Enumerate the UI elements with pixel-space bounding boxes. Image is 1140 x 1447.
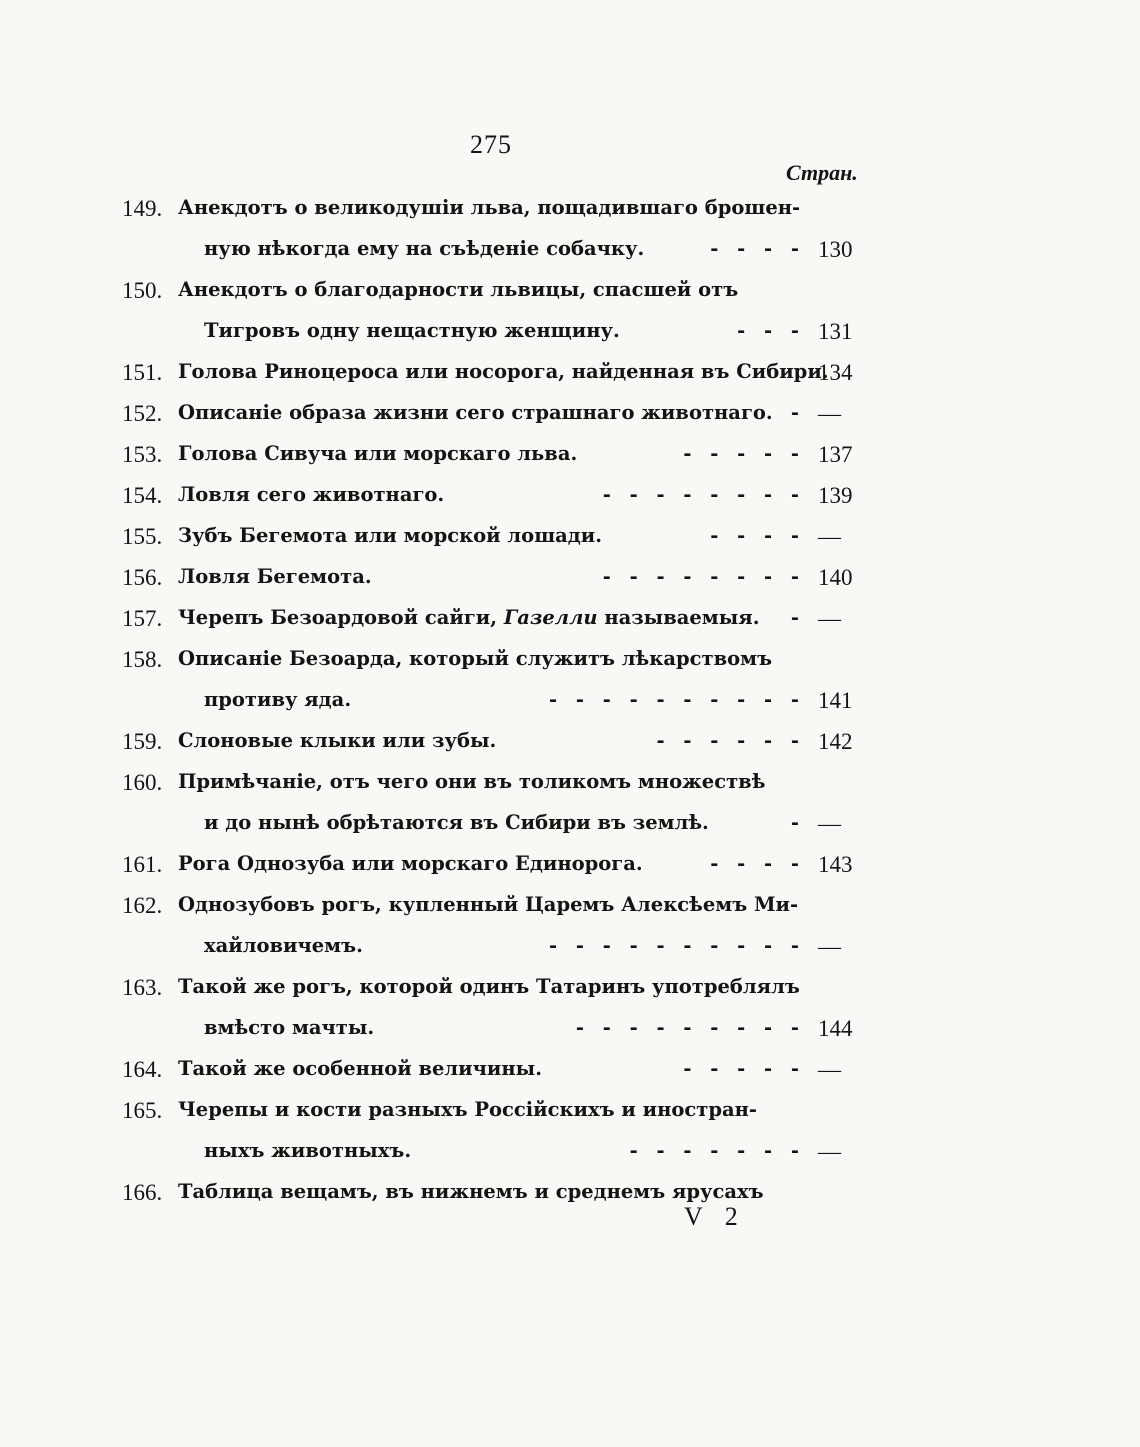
entry-page: — bbox=[818, 524, 841, 549]
entry-number: 155. bbox=[122, 524, 163, 549]
toc-line bbox=[0, 557, 1140, 598]
entry-title: Такой же особенной величины. bbox=[178, 1057, 542, 1080]
entry-number: 166. bbox=[122, 1180, 163, 1205]
entry-page: 141 bbox=[818, 688, 853, 713]
toc-line bbox=[0, 516, 1140, 557]
entry-number: 165. bbox=[122, 1098, 163, 1123]
entry-page: 143 bbox=[818, 852, 853, 877]
toc-line bbox=[0, 1049, 1140, 1090]
toc-line bbox=[0, 885, 1140, 926]
entry-page: — bbox=[818, 811, 841, 836]
toc-line bbox=[0, 926, 1140, 967]
entry-title-continuation: ныхъ животныхъ. bbox=[204, 1139, 412, 1162]
entry-title bbox=[178, 606, 760, 629]
leader-dots: - bbox=[790, 401, 805, 424]
entry-title-part: Черепъ Безоардовой сайги, bbox=[178, 606, 504, 629]
entry-number: 164. bbox=[122, 1057, 163, 1082]
entry-number: 156. bbox=[122, 565, 163, 590]
entry-title-italic: Газелли bbox=[503, 606, 598, 629]
entry-page: 131 bbox=[818, 319, 853, 344]
signature-mark: V 2 bbox=[684, 1202, 746, 1231]
entry-title: Зубъ Бегемота или морской лошади. bbox=[178, 524, 603, 547]
entry-title-continuation: Тигровъ одну нещастную женщину. bbox=[204, 319, 620, 342]
leader-dots: - - - - - bbox=[683, 442, 805, 465]
leader-dots: - - - - - bbox=[683, 1057, 805, 1080]
entry-page: — bbox=[818, 401, 841, 426]
entry-title: Таблица вещамъ, въ нижнемъ и среднемъ ярусахъ bbox=[178, 1180, 764, 1203]
entry-title: Примѣчаніе, отъ чего они въ толикомъ множествѣ bbox=[178, 770, 766, 793]
entry-title: Слоновые клыки или зубы. bbox=[178, 729, 497, 752]
entry-number: 162. bbox=[122, 893, 163, 918]
leader-dots: - - - - - - - - bbox=[602, 483, 805, 506]
entry-title: Ловля Бегемота. bbox=[178, 565, 372, 588]
leader-dots: - - - - bbox=[710, 852, 805, 875]
entry-page: 130 bbox=[818, 237, 853, 262]
entry-number: 151. bbox=[122, 360, 163, 385]
page-number: 275 bbox=[470, 130, 512, 159]
entry-page: — bbox=[818, 1057, 841, 1082]
entry-title-continuation: и до нынѣ обрѣтаются въ Сибири въ землѣ. bbox=[204, 811, 709, 834]
entry-title-continuation: хайловичемъ. bbox=[204, 934, 363, 957]
entry-title: Такой же рогъ, которой одинъ Татаринъ употреблялъ bbox=[178, 975, 800, 998]
entry-number: 163. bbox=[122, 975, 163, 1000]
entry-number: 152. bbox=[122, 401, 163, 426]
toc-line bbox=[0, 393, 1140, 434]
entry-number: 150. bbox=[122, 278, 163, 303]
entry-number: 157. bbox=[122, 606, 163, 631]
toc-line bbox=[0, 270, 1140, 311]
toc-line bbox=[0, 1131, 1140, 1172]
leader-dots: - - - - bbox=[710, 237, 805, 260]
toc-line bbox=[0, 1090, 1140, 1131]
entry-number: 160. bbox=[122, 770, 163, 795]
toc-line bbox=[0, 1008, 1140, 1049]
entry-title: Анекдотъ о великодушіи льва, пощадившаго брошен- bbox=[178, 196, 801, 219]
column-header-pages: Стран. bbox=[786, 160, 858, 185]
table-of-contents bbox=[0, 188, 1140, 1213]
leader-dots: - - - - - - - - - - bbox=[548, 934, 805, 957]
entry-title: Голова Риноцероса или носорога, найденная въ Сибири. bbox=[178, 360, 829, 383]
entry-title-part: называемыя. bbox=[597, 606, 760, 629]
toc-line bbox=[0, 762, 1140, 803]
toc-line bbox=[0, 434, 1140, 475]
entry-title: Анекдотъ о благодарности львицы, спасшей отъ bbox=[178, 278, 739, 301]
entry-title: Ловля сего животнаго. bbox=[178, 483, 445, 506]
leader-dots: - bbox=[790, 606, 805, 629]
entry-number: 161. bbox=[122, 852, 163, 877]
leader-dots: - - - - - - - - bbox=[602, 565, 805, 588]
entry-title: Рога Однозуба или морскаго Единорога. bbox=[178, 852, 643, 875]
entry-page: 142 bbox=[818, 729, 853, 754]
entry-title-continuation: вмѣсто мачты. bbox=[204, 1016, 375, 1039]
entry-page: — bbox=[818, 606, 841, 631]
leader-dots: - - - - - - - - - bbox=[575, 1016, 805, 1039]
entry-number: 154. bbox=[122, 483, 163, 508]
toc-line bbox=[0, 311, 1140, 352]
entry-number: 159. bbox=[122, 729, 163, 754]
toc-line bbox=[0, 475, 1140, 516]
entry-page: 144 bbox=[818, 1016, 853, 1041]
leader-dots: - - - - - - - - - - bbox=[548, 688, 805, 711]
entry-title-continuation: противу яда. bbox=[204, 688, 352, 711]
leader-dots: - - - - - - - bbox=[629, 1139, 805, 1162]
entry-number: 149. bbox=[122, 196, 163, 221]
toc-line bbox=[0, 1172, 1140, 1213]
entry-page: 140 bbox=[818, 565, 853, 590]
toc-line bbox=[0, 229, 1140, 270]
entry-title-continuation: ную нѣкогда ему на съѣденіе собачку. bbox=[204, 237, 645, 260]
toc-line bbox=[0, 352, 1140, 393]
toc-line bbox=[0, 967, 1140, 1008]
toc-line bbox=[0, 803, 1140, 844]
entry-title: Черепы и кости разныхъ Россійскихъ и иностран- bbox=[178, 1098, 757, 1121]
entry-page: 137 bbox=[818, 442, 853, 467]
entry-number: 153. bbox=[122, 442, 163, 467]
toc-line bbox=[0, 680, 1140, 721]
entry-page: 134 bbox=[818, 360, 853, 385]
toc-line bbox=[0, 721, 1140, 762]
toc-line bbox=[0, 188, 1140, 229]
entry-number: 158. bbox=[122, 647, 163, 672]
entry-title: Описаніе образа жизни сего страшнаго животнаго. bbox=[178, 401, 773, 424]
entry-title: Описаніе Безоарда, который служитъ лѣкарствомъ bbox=[178, 647, 773, 670]
toc-line bbox=[0, 598, 1140, 639]
entry-title: Голова Сивуча или морскаго льва. bbox=[178, 442, 578, 465]
entry-page: — bbox=[818, 934, 841, 959]
leader-dots: - - - bbox=[737, 319, 805, 342]
toc-line bbox=[0, 639, 1140, 680]
entry-title: Однозубовъ рогъ, купленный Царемъ Алексѣемъ Ми- bbox=[178, 893, 799, 916]
leader-dots: - bbox=[790, 811, 805, 834]
toc-line bbox=[0, 844, 1140, 885]
entry-page: 139 bbox=[818, 483, 853, 508]
leader-dots: - - - - - - bbox=[656, 729, 805, 752]
leader-dots: - - - - bbox=[710, 524, 805, 547]
entry-page: — bbox=[818, 1139, 841, 1164]
